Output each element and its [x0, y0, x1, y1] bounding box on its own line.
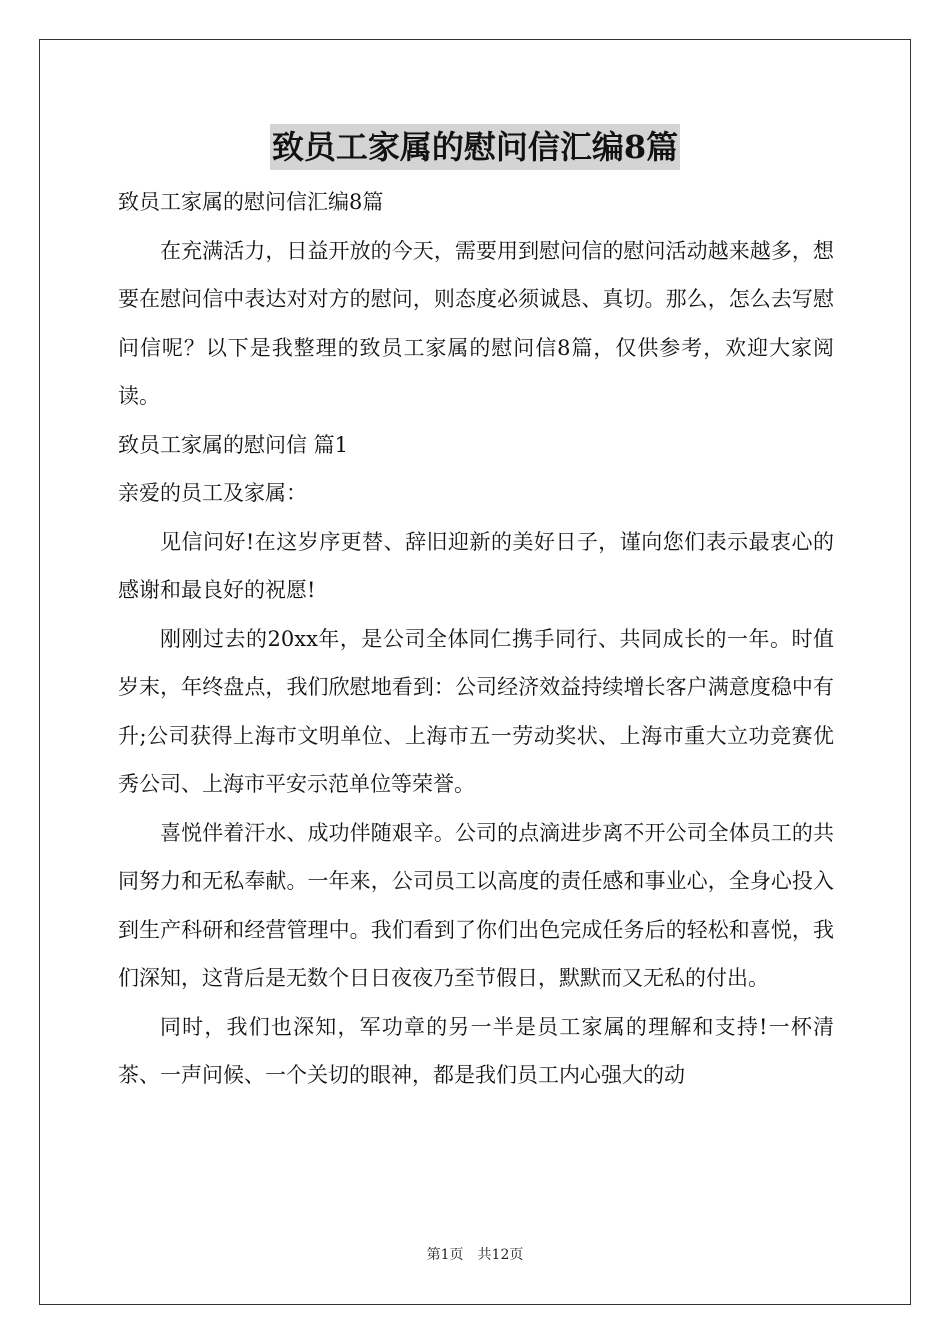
- document-title: 致员工家属的慰问信汇编8篇: [270, 124, 680, 170]
- page-number: 第1页: [426, 1247, 464, 1263]
- title-wrap: [0, 124, 950, 170]
- document-body: [118, 178, 834, 1100]
- page-footer: [0, 1245, 950, 1265]
- document-subtitle: 致员工家属的慰问信汇编8篇: [118, 190, 384, 214]
- section-heading: 致员工家属的慰问信 篇1: [118, 432, 349, 457]
- intro-paragraph: 在充满活力，日益开放的今天，需要用到慰问信的慰问活动越来越多，想要在慰问信中表达对对方的慰问，则态度必须诚恳、真切。那么，怎么去写慰问信呢？以下是我整理的致员工家属的慰问信8篇，仅供参考，欢迎大家阅读。: [118, 238, 834, 408]
- body-paragraph: 刚刚过去的20xx年，是公司全体同仁携手同行、共同成长的一年。时值岁末，年终盘点，我们欣慰地看到：公司经济效益持续增长客户满意度稳中有升;公司获得上海市文明单位、上海市五一劳动奖状、上海市重大立功竞赛优秀公司、上海市平安示范单位等荣誉。: [118, 626, 834, 796]
- body-paragraph: 见信问好!在这岁序更替、辞旧迎新的美好日子，谨向您们表示最衷心的感谢和最良好的祝愿!: [118, 529, 834, 602]
- salutation: 亲爱的员工及家属：: [118, 481, 307, 505]
- body-paragraph: 喜悦伴着汗水、成功伴随艰辛。公司的点滴进步离不开公司全体员工的共同努力和无私奉献。一年来，公司员工以高度的责任感和事业心，全身心投入到生产科研和经营管理中。我们看到了你们出色完成任务后的轻松和喜悦，我们深知，这背后是无数个日日夜夜乃至节假日，默默而又无私的付出。: [118, 820, 834, 990]
- page-total: 共12页: [477, 1247, 524, 1263]
- body-paragraph: 同时，我们也深知，军功章的另一半是员工家属的理解和支持!一杯清茶、一声问候、一个关切的眼神，都是我们员工内心强大的动: [118, 1014, 834, 1087]
